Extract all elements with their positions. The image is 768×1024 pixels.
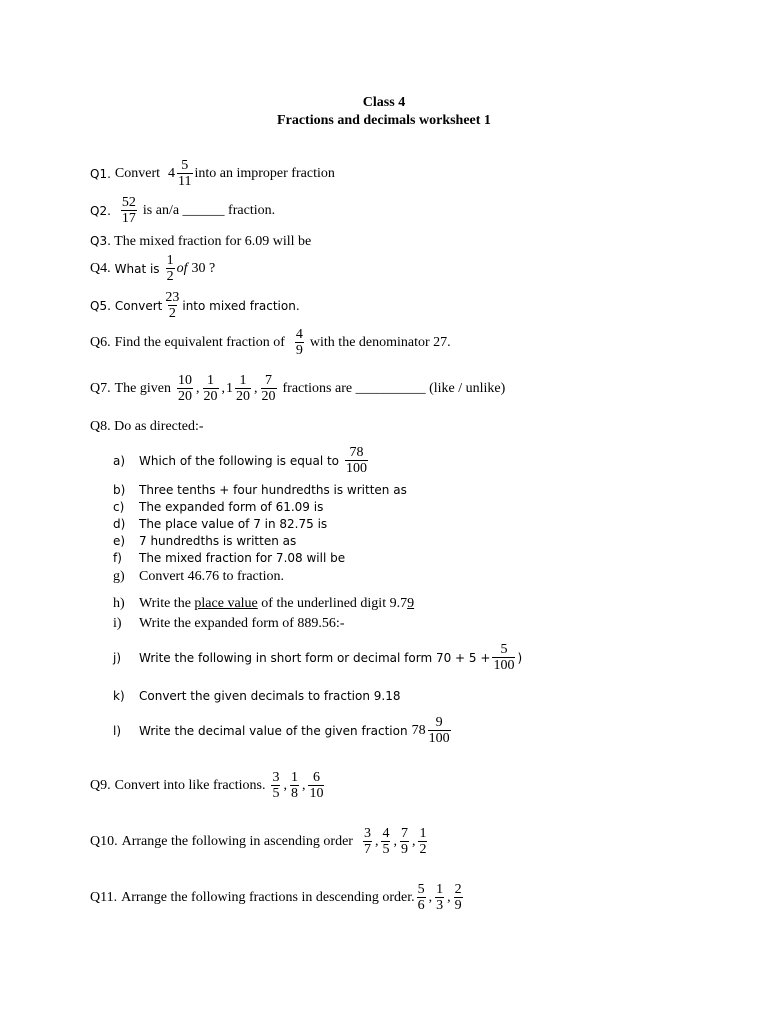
numerator: 52 [121, 195, 136, 210]
underlined-place-value: place value [194, 596, 258, 611]
question-3 [90, 234, 311, 250]
denominator: 100 [346, 461, 368, 476]
q10-fraction-3 [400, 826, 409, 857]
item-label: h) [113, 596, 125, 611]
item-text: Write the decimal value of the given fraction [139, 723, 408, 738]
denominator: 2 [166, 269, 174, 284]
separator-comma: , [283, 777, 287, 793]
separator-comma: , [196, 380, 200, 396]
numerator: 7 [400, 826, 408, 841]
item-label: i) [113, 616, 122, 631]
item-label: b) [113, 483, 126, 497]
worksheet-class: Class 4 [362, 95, 406, 110]
numerator: 1 [419, 826, 427, 841]
item-pre: Write the [139, 596, 191, 611]
item-text: Which of the following is equal to [139, 453, 340, 468]
item-text: Write the following in short form or decimal form 70 + 5 + [139, 650, 491, 665]
q1-whole: 4 [168, 165, 176, 181]
question-2 [90, 195, 275, 226]
denominator: 6 [417, 898, 425, 913]
item-text: The expanded form of 61.09 is [139, 500, 324, 514]
item-text: Convert 46.76 to fraction. [139, 569, 285, 584]
q7-pre: The given [114, 380, 171, 396]
question-1 [90, 158, 335, 189]
q8a-fraction [345, 445, 368, 476]
denominator: 2 [419, 842, 427, 857]
separator-comma: , [374, 833, 379, 849]
q6-post: with the denominator 27. [309, 334, 451, 350]
item-text: The place value of 7 in 82.75 is [139, 517, 328, 531]
numerator: 3 [272, 770, 280, 785]
q1-post: into an improper fraction [194, 165, 335, 181]
question-9 [90, 770, 326, 801]
q7-fraction-3 [235, 373, 251, 404]
numerator: 4 [295, 327, 303, 342]
denominator: 8 [290, 786, 298, 801]
item-label: k) [113, 689, 125, 703]
underlined-digit: 9 [407, 596, 415, 611]
denominator: 17 [121, 211, 136, 226]
q8l-fraction [428, 715, 451, 746]
item-text: Convert the given decimals to fraction 9.18 [139, 689, 401, 703]
item-text: Write the expanded form of 889.56:- [139, 616, 345, 631]
separator-comma: , [221, 380, 225, 396]
q4-number: Q4. [90, 260, 111, 276]
q2-number: Q2. [90, 203, 111, 218]
q9-text: Convert into like fractions. [114, 777, 266, 793]
denominator: 5 [382, 842, 390, 857]
denominator: 100 [428, 731, 450, 746]
q8-item-b [113, 483, 407, 497]
numerator: 78 [349, 445, 364, 460]
question-8 [90, 419, 204, 435]
q10-fraction-2 [381, 826, 390, 857]
q11-text: Arrange the following fractions in descending order. [121, 889, 415, 905]
denominator: 9 [454, 898, 462, 913]
q8-item-d [113, 517, 327, 531]
q9-fraction-2 [290, 770, 299, 801]
question-4 [90, 253, 215, 284]
denominator: 20 [236, 389, 250, 404]
denominator: 7 [363, 842, 371, 857]
q9-number: Q9. [90, 777, 111, 793]
item-label: d) [113, 517, 126, 531]
q8-item-i [113, 616, 344, 632]
q8-item-c [113, 500, 323, 514]
denominator: 3 [436, 898, 444, 913]
numerator: 10 [178, 373, 192, 388]
numerator: 3 [363, 826, 371, 841]
q6-pre: Find the equivalent fraction of [114, 334, 285, 350]
numerator: 5 [500, 642, 508, 657]
denominator: 9 [295, 343, 303, 358]
q8-number: Q8. [90, 419, 111, 434]
q4-fraction [166, 253, 175, 284]
q6-fraction [295, 327, 304, 358]
q8-text: Do as directed:- [114, 419, 204, 434]
numerator: 23 [165, 290, 180, 305]
question-5 [90, 290, 300, 321]
q5-post: into mixed fraction. [182, 298, 300, 313]
q10-fraction-4 [418, 826, 427, 857]
numerator: 6 [312, 770, 320, 785]
q10-fraction-1 [363, 826, 372, 857]
numerator: 1 [290, 770, 298, 785]
numerator: 1 [436, 882, 444, 897]
q10-number: Q10. [90, 833, 118, 849]
q6-number: Q6. [90, 334, 111, 350]
denominator: 10 [309, 786, 324, 801]
item-text: 7 hundredths is written as [139, 534, 297, 548]
numerator: 1 [207, 373, 214, 388]
q8j-fraction [492, 642, 515, 673]
item-label: l) [113, 723, 122, 738]
numerator: 1 [166, 253, 174, 268]
denominator: 5 [272, 786, 280, 801]
item-label: e) [113, 534, 126, 548]
denominator: 20 [203, 389, 218, 404]
item-text: Three tenths + four hundredths is written as [139, 483, 407, 497]
q3-number: Q3. [90, 234, 111, 248]
item-text: The mixed fraction for 7.08 will be [139, 551, 346, 565]
separator-comma: , [301, 777, 306, 793]
q10-text: Arrange the following in ascending order [121, 833, 353, 849]
q2-fraction [121, 195, 137, 226]
q8-item-h [113, 596, 414, 612]
question-11 [90, 882, 465, 913]
numerator: 5 [181, 158, 189, 173]
numerator: 7 [265, 373, 272, 388]
separator-comma: , [428, 889, 433, 905]
question-7 [90, 373, 505, 404]
worksheet-title: Fractions and decimals worksheet 1 [277, 113, 491, 128]
denominator: 2 [168, 306, 176, 321]
denominator: 100 [493, 658, 515, 673]
q11-fraction-1 [417, 882, 426, 913]
q8-item-j [113, 642, 522, 673]
item-whole: 78 [411, 722, 426, 738]
denominator: 11 [178, 174, 192, 189]
q7-post: fractions are __________ (like / unlike) [282, 380, 506, 396]
q4-of: of [176, 260, 188, 276]
q8-item-a [113, 445, 370, 476]
q11-fraction-3 [454, 882, 463, 913]
q5-pre: Convert [114, 298, 163, 313]
q11-number: Q11. [90, 889, 118, 905]
q1-pre: Convert [114, 165, 161, 181]
q4-pre: What is [114, 261, 160, 276]
numerator: 9 [435, 715, 443, 730]
item-mid: of the underlined digit 9.7 [261, 596, 408, 611]
item-label: g) [113, 569, 125, 584]
q4-post: 30 ? [191, 260, 216, 276]
item-label: j) [113, 650, 122, 665]
numerator: 1 [239, 373, 247, 388]
q2-post: is an/a ______ fraction. [142, 202, 276, 218]
q8-item-l [113, 715, 453, 746]
q9-fraction-1 [271, 770, 280, 801]
item-post: ) [517, 650, 523, 665]
question-6 [90, 327, 451, 358]
q8-item-e [113, 534, 296, 548]
denominator: 9 [400, 842, 408, 857]
q7-number: Q7. [90, 380, 111, 396]
q8-item-f [113, 551, 345, 565]
q7-fraction-4 [261, 373, 277, 404]
item-label: a) [113, 453, 126, 468]
numerator: 4 [382, 826, 390, 841]
denominator: 20 [261, 389, 276, 404]
numerator: 2 [454, 882, 462, 897]
q5-number: Q5. [90, 298, 111, 313]
item-label: c) [113, 500, 125, 514]
separator-comma: , [254, 380, 258, 396]
q8-item-g [113, 569, 284, 585]
separator-comma: , [411, 833, 416, 849]
question-10 [90, 826, 429, 857]
q7-fraction-1 [177, 373, 193, 404]
item-label: f) [113, 551, 122, 565]
q8-item-k [113, 689, 401, 703]
separator-comma: , [447, 889, 451, 905]
q1-number: Q1. [90, 166, 111, 181]
q11-fraction-2 [435, 882, 444, 913]
q5-fraction [164, 290, 180, 321]
q7-whole: 1 [226, 380, 233, 396]
numerator: 5 [417, 882, 425, 897]
denominator: 20 [178, 389, 192, 404]
q7-fraction-2 [203, 373, 219, 404]
q1-fraction [177, 158, 192, 189]
q3-text: The mixed fraction for 6.09 will be [114, 234, 312, 249]
separator-comma: , [393, 833, 397, 849]
q9-fraction-3 [308, 770, 324, 801]
